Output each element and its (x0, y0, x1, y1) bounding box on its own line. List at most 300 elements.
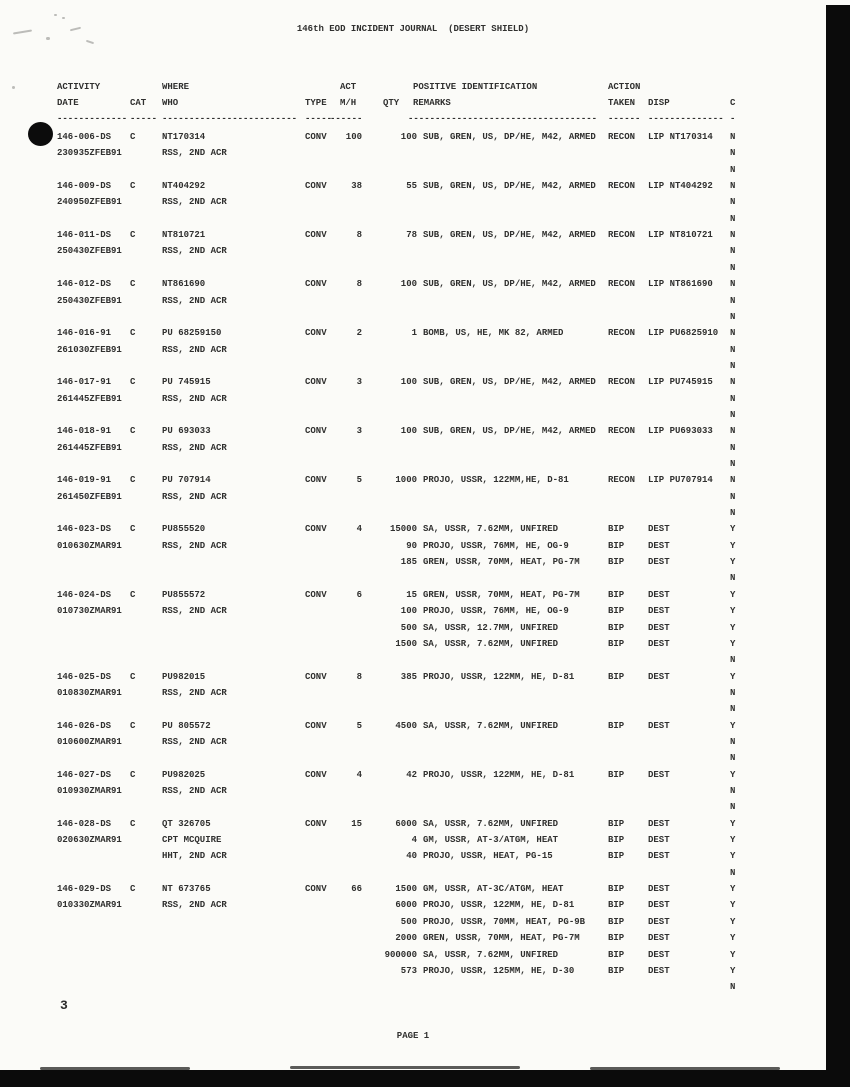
cell-cat: C (130, 377, 136, 387)
cell-date: 020630ZMAR91 (57, 835, 122, 845)
cell-c: N (730, 296, 736, 306)
cell-type: CONV (305, 230, 327, 240)
cell-date: 146-023-DS (57, 524, 112, 534)
cell-qty: 42 (406, 770, 417, 780)
cell-act: BIP (608, 950, 625, 960)
cell-disp: LIP PU693033 (648, 426, 713, 436)
journal-line (0, 475, 826, 491)
cell-date: 010630ZMAR91 (57, 541, 122, 551)
cell-c: N (730, 132, 736, 142)
cell-qty: 6000 (395, 900, 417, 910)
cell-date: 146-017-91 (57, 377, 112, 387)
header-disp: DISP (648, 98, 670, 108)
journal-line (0, 361, 826, 377)
cell-date: 010830ZMAR91 (57, 688, 122, 698)
cell-type: CONV (305, 328, 327, 338)
column-underline: - (730, 114, 736, 124)
cell-act: BIP (608, 819, 625, 829)
cell-qty: 1 (411, 328, 417, 338)
cell-who: NT810721 (162, 230, 206, 240)
cell-c: N (730, 345, 736, 355)
cell-disp: DEST (648, 966, 670, 976)
cell-c: N (730, 312, 736, 322)
cell-cat: C (130, 132, 136, 142)
cell-c: Y (730, 606, 736, 616)
cell-act: BIP (608, 835, 625, 845)
cell-date: 230935ZFEB91 (57, 148, 122, 158)
journal-line (0, 884, 826, 900)
cell-act: RECON (608, 181, 636, 191)
journal-line (0, 688, 826, 704)
cell-act: BIP (608, 606, 625, 616)
cell-disp: DEST (648, 770, 670, 780)
journal-line (0, 835, 826, 851)
cell-type: CONV (305, 770, 327, 780)
cell-c: Y (730, 770, 736, 780)
cell-c: N (730, 165, 736, 175)
journal-line (0, 721, 826, 737)
cell-cat: C (130, 181, 136, 191)
column-underline: ----------------------------------- (408, 114, 598, 124)
cell-date: 010330ZMAR91 (57, 900, 122, 910)
header-taken: TAKEN (608, 98, 636, 108)
cell-rem: PROJO, USSR, 70MM, HEAT, PG-9B (423, 917, 586, 927)
cell-qty: 55 (406, 181, 417, 191)
cell-mh: 8 (356, 672, 362, 682)
cell-c: N (730, 361, 736, 371)
cell-act: BIP (608, 966, 625, 976)
cell-c: Y (730, 835, 736, 845)
header-mh: M/H (340, 98, 357, 108)
cell-act: BIP (608, 933, 625, 943)
header-where: WHERE (162, 82, 190, 92)
cell-act: RECON (608, 475, 636, 485)
cell-c: N (730, 246, 736, 256)
cell-cat: C (130, 426, 136, 436)
column-underline: ------------- (57, 114, 128, 124)
pencil-mark (54, 14, 57, 16)
journal-line (0, 410, 826, 426)
header-action: ACTION (608, 82, 641, 92)
cell-date: 146-012-DS (57, 279, 112, 289)
cell-qty: 500 (400, 623, 417, 633)
cell-rem: SUB, GREN, US, DP/HE, M42, ARMED (423, 230, 596, 240)
cell-disp: DEST (648, 884, 670, 894)
cell-cat: C (130, 524, 136, 534)
cell-act: BIP (608, 623, 625, 633)
journal-line (0, 982, 826, 998)
cell-type: CONV (305, 377, 327, 387)
cell-act: BIP (608, 524, 625, 534)
cell-c: Y (730, 721, 736, 731)
cell-disp: LIP NT861690 (648, 279, 713, 289)
journal-line (0, 606, 826, 622)
cell-disp: LIP NT404292 (648, 181, 713, 191)
cell-date: 261030ZFEB91 (57, 345, 122, 355)
cell-act: BIP (608, 917, 625, 927)
cell-c: N (730, 426, 736, 436)
cell-type: CONV (305, 884, 327, 894)
cell-type: CONV (305, 426, 327, 436)
cell-mh: 4 (356, 770, 362, 780)
journal-line (0, 737, 826, 753)
cell-mh: 3 (356, 426, 362, 436)
cell-act: BIP (608, 770, 625, 780)
cell-mh: 6 (356, 590, 362, 600)
cell-qty: 1500 (395, 884, 417, 894)
cell-date: 240950ZFEB91 (57, 197, 122, 207)
journal-line (0, 851, 826, 867)
cell-date: 146-025-DS (57, 672, 112, 682)
cell-rem: SA, USSR, 7.62MM, UNFIRED (423, 524, 559, 534)
journal-line (0, 492, 826, 508)
cell-rem: SUB, GREN, US, DP/HE, M42, ARMED (423, 181, 596, 191)
cell-c: Y (730, 623, 736, 633)
cell-c: Y (730, 541, 736, 551)
journal-line (0, 214, 826, 230)
cell-date: 261445ZFEB91 (57, 394, 122, 404)
cell-c: N (730, 508, 736, 518)
cell-disp: DEST (648, 950, 670, 960)
cell-rem: SA, USSR, 7.62MM, UNFIRED (423, 721, 559, 731)
header-who: WHO (162, 98, 179, 108)
column-underline: ----- (130, 114, 158, 124)
cell-who: RSS, 2ND ACR (162, 148, 227, 158)
cell-mh: 5 (356, 475, 362, 485)
cell-rem: PROJO, USSR, 76MM, HE, OG-9 (423, 606, 569, 616)
cell-disp: DEST (648, 623, 670, 633)
cell-disp: DEST (648, 721, 670, 731)
cell-who: NT170314 (162, 132, 206, 142)
cell-c: N (730, 475, 736, 485)
journal-line (0, 165, 826, 181)
journal-line (0, 770, 826, 786)
cell-who: PU855572 (162, 590, 206, 600)
journal-line (0, 459, 826, 475)
journal-line (0, 345, 826, 361)
header-activity: ACTIVITY (57, 82, 101, 92)
cell-c: Y (730, 900, 736, 910)
cell-rem: GM, USSR, AT-3C/ATGM, HEAT (423, 884, 564, 894)
cell-disp: DEST (648, 639, 670, 649)
cell-date: 250430ZFEB91 (57, 246, 122, 256)
cell-rem: SUB, GREN, US, DP/HE, M42, ARMED (423, 426, 596, 436)
scan-edge-bottom (0, 1070, 850, 1087)
cell-who: RSS, 2ND ACR (162, 688, 227, 698)
cell-who: PU982015 (162, 672, 206, 682)
column-underline: -------------- (648, 114, 724, 124)
cell-rem: SA, USSR, 7.62MM, UNFIRED (423, 819, 559, 829)
journal-line (0, 573, 826, 589)
cell-mh: 38 (351, 181, 362, 191)
cell-mh: 4 (356, 524, 362, 534)
header-date: DATE (57, 98, 79, 108)
cell-c: Y (730, 524, 736, 534)
journal-line (0, 132, 826, 148)
cell-c: N (730, 410, 736, 420)
cell-qty: 100 (400, 132, 417, 142)
cell-who: PU982025 (162, 770, 206, 780)
cell-qty: 385 (400, 672, 417, 682)
cell-c: Y (730, 590, 736, 600)
cell-cat: C (130, 279, 136, 289)
cell-rem: PROJO, USSR, HEAT, PG-15 (423, 851, 553, 861)
cell-c: N (730, 688, 736, 698)
cell-cat: C (130, 328, 136, 338)
cell-mh: 100 (345, 132, 362, 142)
cell-c: N (730, 753, 736, 763)
cell-date: 146-018-91 (57, 426, 112, 436)
journal-line (0, 508, 826, 524)
header-underline-row (0, 114, 826, 130)
scan-streak (290, 1066, 520, 1069)
cell-who: RSS, 2ND ACR (162, 737, 227, 747)
column-underline: ------ (608, 114, 641, 124)
cell-c: Y (730, 672, 736, 682)
cell-date: 261445ZFEB91 (57, 443, 122, 453)
cell-mh: 8 (356, 279, 362, 289)
cell-c: N (730, 214, 736, 224)
cell-cat: C (130, 721, 136, 731)
cell-cat: C (130, 819, 136, 829)
cell-qty: 573 (400, 966, 417, 976)
cell-c: Y (730, 933, 736, 943)
cell-disp: DEST (648, 672, 670, 682)
cell-type: CONV (305, 132, 327, 142)
cell-date: 010730ZMAR91 (57, 606, 122, 616)
cell-cat: C (130, 230, 136, 240)
journal-line (0, 312, 826, 328)
cell-rem: SUB, GREN, US, DP/HE, M42, ARMED (423, 132, 596, 142)
journal-line (0, 590, 826, 606)
cell-disp: LIP PU707914 (648, 475, 713, 485)
table-header-row-1 (0, 82, 826, 98)
cell-c: N (730, 786, 736, 796)
cell-mh: 66 (351, 884, 362, 894)
cell-rem: GM, USSR, AT-3/ATGM, HEAT (423, 835, 559, 845)
cell-c: N (730, 181, 736, 191)
cell-rem: PROJO, USSR, 122MM,HE, D-81 (423, 475, 569, 485)
cell-c: N (730, 230, 736, 240)
journal-line (0, 524, 826, 540)
cell-qty: 100 (400, 377, 417, 387)
cell-who: PU855520 (162, 524, 206, 534)
cell-qty: 15000 (389, 524, 417, 534)
cell-qty: 4 (411, 835, 417, 845)
cell-c: N (730, 394, 736, 404)
scan-edge-right (826, 5, 850, 1087)
cell-act: RECON (608, 279, 636, 289)
journal-line (0, 900, 826, 916)
header-qty: QTY (383, 98, 400, 108)
journal-line (0, 753, 826, 769)
cell-c: N (730, 737, 736, 747)
journal-line (0, 917, 826, 933)
cell-who: RSS, 2ND ACR (162, 606, 227, 616)
cell-type: CONV (305, 672, 327, 682)
cell-act: BIP (608, 721, 625, 731)
cell-who: RSS, 2ND ACR (162, 786, 227, 796)
cell-who: PU 745915 (162, 377, 211, 387)
cell-c: N (730, 802, 736, 812)
journal-line (0, 655, 826, 671)
cell-act: BIP (608, 672, 625, 682)
cell-who: RSS, 2ND ACR (162, 900, 227, 910)
journal-line (0, 197, 826, 213)
header-positive-identification: POSITIVE IDENTIFICATION (413, 82, 538, 92)
cell-who: NT861690 (162, 279, 206, 289)
cell-qty: 900000 (384, 950, 417, 960)
cell-c: Y (730, 819, 736, 829)
journal-line (0, 148, 826, 164)
cell-who: CPT MCQUIRE (162, 835, 222, 845)
cell-mh: 8 (356, 230, 362, 240)
pencil-mark (46, 37, 50, 40)
cell-who: RSS, 2ND ACR (162, 394, 227, 404)
cell-qty: 40 (406, 851, 417, 861)
cell-disp: LIP PU745915 (648, 377, 713, 387)
cell-act: BIP (608, 639, 625, 649)
cell-who: PU 693033 (162, 426, 211, 436)
cell-c: N (730, 868, 736, 878)
cell-cat: C (130, 475, 136, 485)
cell-act: BIP (608, 884, 625, 894)
cell-c: Y (730, 557, 736, 567)
journal-line (0, 541, 826, 557)
pencil-mark (62, 17, 65, 19)
cell-c: Y (730, 966, 736, 976)
cell-who: NT404292 (162, 181, 206, 191)
cell-qty: 1500 (395, 639, 417, 649)
cell-act: BIP (608, 851, 625, 861)
cell-type: CONV (305, 590, 327, 600)
cell-date: 146-029-DS (57, 884, 112, 894)
column-underline: ------ (330, 114, 363, 124)
cell-c: N (730, 263, 736, 273)
cell-c: Y (730, 639, 736, 649)
cell-qty: 100 (400, 279, 417, 289)
cell-c: N (730, 279, 736, 289)
cell-date: 146-019-91 (57, 475, 112, 485)
cell-c: N (730, 148, 736, 158)
cell-rem: BOMB, US, HE, MK 82, ARMED (423, 328, 564, 338)
cell-act: BIP (608, 900, 625, 910)
table-header-row-2 (0, 98, 826, 114)
cell-date: 010930ZMAR91 (57, 786, 122, 796)
cell-rem: PROJO, USSR, 122MM, HE, D-81 (423, 672, 575, 682)
cell-c: N (730, 492, 736, 502)
cell-who: RSS, 2ND ACR (162, 541, 227, 551)
cell-rem: GREN, USSR, 70MM, HEAT, PG-7M (423, 590, 580, 600)
cell-date: 250430ZFEB91 (57, 296, 122, 306)
cell-rem: SUB, GREN, US, DP/HE, M42, ARMED (423, 377, 596, 387)
journal-line (0, 672, 826, 688)
cell-rem: PROJO, USSR, 125MM, HE, D-30 (423, 966, 575, 976)
pencil-mark (86, 40, 94, 44)
page-number-mark: 3 (60, 998, 68, 1013)
journal-line (0, 181, 826, 197)
cell-disp: LIP NT810721 (648, 230, 713, 240)
cell-c: N (730, 328, 736, 338)
column-underline: ----- (305, 114, 333, 124)
cell-qty: 2000 (395, 933, 417, 943)
journal-line (0, 704, 826, 720)
cell-c: Y (730, 851, 736, 861)
journal-line (0, 786, 826, 802)
page-title: 146th EOD INCIDENT JOURNAL (DESERT SHIELD) (296, 24, 530, 34)
cell-qty: 4500 (395, 721, 417, 731)
cell-rem: SA, USSR, 7.62MM, UNFIRED (423, 639, 559, 649)
cell-c: N (730, 982, 736, 992)
cell-date: 146-026-DS (57, 721, 112, 731)
cell-date: 146-024-DS (57, 590, 112, 600)
cell-disp: DEST (648, 851, 670, 861)
cell-c: Y (730, 917, 736, 927)
cell-disp: DEST (648, 606, 670, 616)
journal-line (0, 623, 826, 639)
header-type: TYPE (305, 98, 327, 108)
cell-cat: C (130, 770, 136, 780)
cell-date: 010600ZMAR91 (57, 737, 122, 747)
cell-qty: 90 (406, 541, 417, 551)
cell-c: N (730, 573, 736, 583)
cell-rem: PROJO, USSR, 122MM, HE, D-81 (423, 900, 575, 910)
cell-act: BIP (608, 590, 625, 600)
journal-line (0, 819, 826, 835)
cell-rem: SUB, GREN, US, DP/HE, M42, ARMED (423, 279, 596, 289)
page-footer: PAGE 1 (396, 1031, 430, 1041)
cell-rem: PROJO, USSR, 76MM, HE, OG-9 (423, 541, 569, 551)
cell-qty: 100 (400, 606, 417, 616)
cell-type: CONV (305, 279, 327, 289)
cell-disp: DEST (648, 917, 670, 927)
cell-mh: 2 (356, 328, 362, 338)
cell-c: N (730, 197, 736, 207)
cell-qty: 500 (400, 917, 417, 927)
cell-cat: C (130, 672, 136, 682)
journal-line (0, 377, 826, 393)
journal-line (0, 443, 826, 459)
cell-disp: DEST (648, 590, 670, 600)
cell-act: RECON (608, 426, 636, 436)
cell-date: 146-006-DS (57, 132, 112, 142)
cell-c: N (730, 459, 736, 469)
cell-date: 146-011-DS (57, 230, 112, 240)
journal-line (0, 557, 826, 573)
cell-disp: LIP PU6825910 (648, 328, 719, 338)
cell-who: RSS, 2ND ACR (162, 492, 227, 502)
cell-c: Y (730, 884, 736, 894)
header-act: ACT (340, 82, 357, 92)
header-cat: CAT (130, 98, 147, 108)
cell-qty: 185 (400, 557, 417, 567)
cell-c: Y (730, 950, 736, 960)
cell-who: HHT, 2ND ACR (162, 851, 227, 861)
cell-cat: C (130, 590, 136, 600)
cell-mh: 5 (356, 721, 362, 731)
column-underline: ------------------------- (162, 114, 298, 124)
cell-c: N (730, 377, 736, 387)
cell-who: PU 805572 (162, 721, 211, 731)
journal-line (0, 966, 826, 982)
cell-disp: DEST (648, 819, 670, 829)
cell-type: CONV (305, 819, 327, 829)
cell-act: RECON (608, 230, 636, 240)
cell-act: BIP (608, 557, 625, 567)
cell-qty: 78 (406, 230, 417, 240)
cell-rem: GREN, USSR, 70MM, HEAT, PG-7M (423, 557, 580, 567)
journal-line (0, 639, 826, 655)
